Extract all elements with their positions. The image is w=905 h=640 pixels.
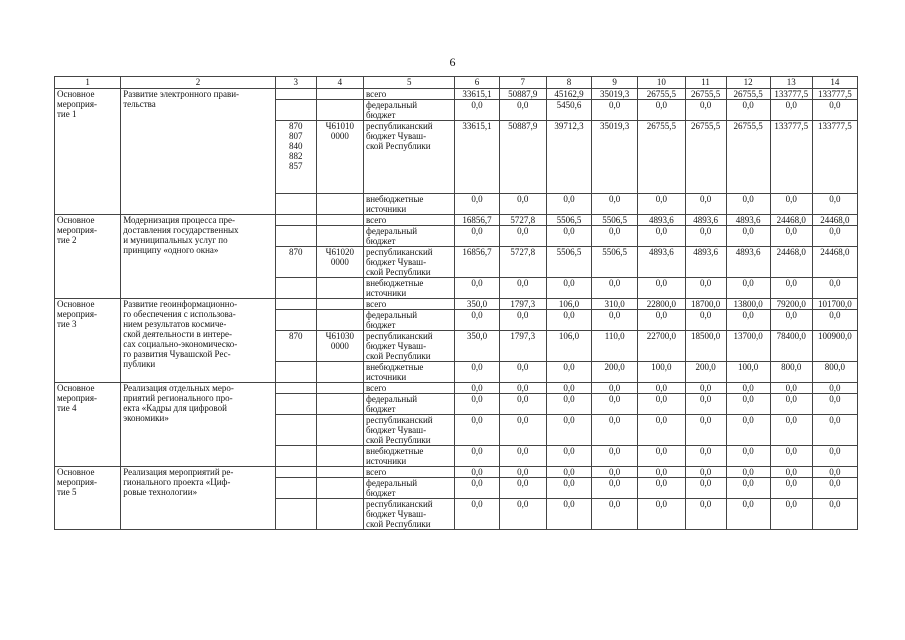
value-cell: 0,0 (499, 310, 546, 331)
funding-source-cell: всего (363, 215, 454, 226)
value-cell: 350,0 (455, 299, 499, 310)
target-code-cell (316, 446, 363, 467)
value-cell: 0,0 (499, 415, 546, 446)
value-cell: 101700,0 (812, 299, 857, 310)
funding-source-cell: внебюджетные источники (363, 446, 454, 467)
code-cell (275, 100, 316, 121)
value-cell: 50887,9 (499, 89, 546, 100)
value-cell: 0,0 (685, 278, 726, 299)
value-cell: 200,0 (592, 362, 638, 383)
value-cell: 18500,0 (685, 331, 726, 362)
target-code-cell (316, 467, 363, 478)
header-cell: 3 (275, 77, 316, 89)
value-cell: 5506,5 (592, 247, 638, 278)
value-cell: 0,0 (685, 446, 726, 467)
value-cell: 0,0 (770, 278, 812, 299)
value-cell: 0,0 (812, 415, 857, 446)
funding-source-cell: федеральный бюджет (363, 226, 454, 247)
table-row (55, 215, 858, 226)
header-cell: 13 (770, 77, 812, 89)
value-cell: 5506,5 (592, 215, 638, 226)
code-cell (275, 394, 316, 415)
table-row (55, 467, 858, 478)
value-cell: 0,0 (499, 446, 546, 467)
target-code-cell (316, 478, 363, 499)
value-cell: 5450,6 (546, 100, 591, 121)
code-cell (275, 89, 316, 100)
value-cell: 0,0 (770, 310, 812, 331)
funding-source-cell: республиканский бюджет Чуваш- ской Республики (363, 121, 454, 194)
table-row (55, 89, 858, 100)
value-cell: 0,0 (726, 278, 770, 299)
value-cell: 350,0 (455, 331, 499, 362)
value-cell: 0,0 (455, 467, 499, 478)
funding-source-cell: всего (363, 383, 454, 394)
value-cell: 26755,5 (638, 89, 685, 100)
value-cell: 0,0 (685, 383, 726, 394)
funding-source-cell: республиканский бюджет Чуваш- ской Республики (363, 499, 454, 530)
value-cell: 0,0 (455, 310, 499, 331)
value-cell: 0,0 (455, 394, 499, 415)
value-cell: 24468,0 (812, 215, 857, 226)
activity-cell: Основное мероприя- тие 4 (55, 383, 121, 467)
value-cell: 0,0 (812, 100, 857, 121)
value-cell: 0,0 (592, 467, 638, 478)
value-cell: 106,0 (546, 331, 591, 362)
value-cell: 16856,7 (455, 247, 499, 278)
value-cell: 0,0 (592, 278, 638, 299)
description-cell: Реализация мероприятий ре- гионального проекта «Циф- ровые технологии» (121, 467, 276, 530)
value-cell: 26755,5 (726, 89, 770, 100)
code-cell (275, 415, 316, 446)
value-cell: 0,0 (726, 226, 770, 247)
value-cell: 0,0 (546, 194, 591, 215)
value-cell: 0,0 (685, 467, 726, 478)
value-cell: 0,0 (770, 100, 812, 121)
value-cell: 35019,3 (592, 89, 638, 100)
value-cell: 0,0 (685, 394, 726, 415)
value-cell: 0,0 (546, 383, 591, 394)
code-cell (275, 299, 316, 310)
value-cell: 39712,3 (546, 121, 591, 194)
value-cell: 4893,6 (726, 247, 770, 278)
header-cell: 9 (592, 77, 638, 89)
value-cell: 0,0 (546, 362, 591, 383)
target-code-cell (316, 278, 363, 299)
description-cell: Модернизация процесса пре- доставления государственных и муниципальных услуг по принципу «одного окна» (121, 215, 276, 299)
target-code-cell (316, 362, 363, 383)
value-cell: 0,0 (455, 100, 499, 121)
value-cell: 0,0 (638, 194, 685, 215)
header-cell: 6 (455, 77, 499, 89)
value-cell: 26755,5 (638, 121, 685, 194)
value-cell: 106,0 (546, 299, 591, 310)
value-cell: 0,0 (455, 226, 499, 247)
header-cell: 5 (363, 77, 454, 89)
value-cell: 26755,5 (685, 121, 726, 194)
value-cell: 0,0 (592, 499, 638, 530)
value-cell: 79200,0 (770, 299, 812, 310)
value-cell: 0,0 (812, 478, 857, 499)
value-cell: 35019,3 (592, 121, 638, 194)
value-cell: 0,0 (638, 310, 685, 331)
value-cell: 0,0 (812, 467, 857, 478)
value-cell: 13800,0 (726, 299, 770, 310)
code-cell (275, 478, 316, 499)
value-cell: 0,0 (638, 278, 685, 299)
value-cell: 0,0 (726, 467, 770, 478)
value-cell: 0,0 (685, 499, 726, 530)
value-cell: 5506,5 (546, 247, 591, 278)
value-cell: 5727,8 (499, 247, 546, 278)
value-cell: 0,0 (812, 226, 857, 247)
activity-cell: Основное мероприя- тие 1 (55, 89, 121, 215)
value-cell: 0,0 (812, 278, 857, 299)
value-cell: 0,0 (592, 226, 638, 247)
value-cell: 0,0 (638, 383, 685, 394)
value-cell: 0,0 (592, 383, 638, 394)
value-cell: 0,0 (499, 226, 546, 247)
value-cell: 22800,0 (638, 299, 685, 310)
header-cell: 14 (812, 77, 857, 89)
code-cell (275, 226, 316, 247)
target-code-cell: Ч61010 0000 (316, 121, 363, 194)
code-cell (275, 194, 316, 215)
value-cell: 0,0 (770, 446, 812, 467)
value-cell: 0,0 (455, 362, 499, 383)
value-cell: 0,0 (546, 478, 591, 499)
code-cell (275, 215, 316, 226)
value-cell: 0,0 (685, 478, 726, 499)
value-cell: 0,0 (546, 446, 591, 467)
value-cell: 0,0 (770, 467, 812, 478)
value-cell: 0,0 (812, 499, 857, 530)
value-cell: 13700,0 (726, 331, 770, 362)
value-cell: 0,0 (638, 446, 685, 467)
table-row (55, 383, 858, 394)
value-cell: 0,0 (455, 415, 499, 446)
value-cell: 100900,0 (812, 331, 857, 362)
table-row (55, 299, 858, 310)
value-cell: 0,0 (726, 310, 770, 331)
value-cell: 310,0 (592, 299, 638, 310)
funding-source-cell: республиканский бюджет Чуваш- ской Республики (363, 247, 454, 278)
value-cell: 0,0 (770, 415, 812, 446)
code-cell (275, 310, 316, 331)
header-cell: 8 (546, 77, 591, 89)
target-code-cell (316, 383, 363, 394)
value-cell: 0,0 (638, 467, 685, 478)
value-cell: 0,0 (726, 415, 770, 446)
value-cell: 0,0 (770, 194, 812, 215)
value-cell: 0,0 (592, 194, 638, 215)
value-cell: 0,0 (455, 446, 499, 467)
value-cell: 4893,6 (638, 247, 685, 278)
value-cell: 0,0 (499, 467, 546, 478)
value-cell: 0,0 (726, 478, 770, 499)
target-code-cell (316, 415, 363, 446)
value-cell: 18700,0 (685, 299, 726, 310)
value-cell: 133777,5 (770, 121, 812, 194)
target-code-cell (316, 299, 363, 310)
funding-source-cell: федеральный бюджет (363, 310, 454, 331)
value-cell: 0,0 (499, 362, 546, 383)
value-cell: 4893,6 (685, 247, 726, 278)
value-cell: 33615,1 (455, 121, 499, 194)
activity-cell: Основное мероприя- тие 3 (55, 299, 121, 383)
value-cell: 0,0 (726, 499, 770, 530)
value-cell: 4893,6 (638, 215, 685, 226)
value-cell: 0,0 (546, 467, 591, 478)
target-code-cell (316, 215, 363, 226)
value-cell: 0,0 (770, 394, 812, 415)
value-cell: 133777,5 (770, 89, 812, 100)
code-cell (275, 499, 316, 530)
value-cell: 200,0 (685, 362, 726, 383)
value-cell: 0,0 (726, 394, 770, 415)
value-cell: 0,0 (546, 499, 591, 530)
header-cell: 12 (726, 77, 770, 89)
value-cell: 0,0 (546, 226, 591, 247)
budget-table (54, 76, 858, 530)
value-cell: 0,0 (455, 499, 499, 530)
funding-source-cell: федеральный бюджет (363, 478, 454, 499)
value-cell: 0,0 (726, 383, 770, 394)
page-number: 6 (449, 55, 456, 69)
value-cell: 0,0 (499, 394, 546, 415)
header-cell: 2 (121, 77, 276, 89)
header-cell: 10 (638, 77, 685, 89)
value-cell: 0,0 (638, 478, 685, 499)
value-cell: 800,0 (812, 362, 857, 383)
value-cell: 0,0 (638, 100, 685, 121)
funding-source-cell: всего (363, 89, 454, 100)
value-cell: 0,0 (592, 478, 638, 499)
column-number-row (55, 77, 858, 89)
value-cell: 4893,6 (685, 215, 726, 226)
code-cell (275, 278, 316, 299)
value-cell: 1797,3 (499, 299, 546, 310)
funding-source-cell: республиканский бюджет Чуваш- ской Республики (363, 415, 454, 446)
value-cell: 0,0 (726, 194, 770, 215)
value-cell: 0,0 (455, 194, 499, 215)
value-cell: 0,0 (499, 478, 546, 499)
target-code-cell: Ч61030 0000 (316, 331, 363, 362)
value-cell: 0,0 (592, 415, 638, 446)
value-cell: 24468,0 (770, 247, 812, 278)
funding-source-cell: всего (363, 467, 454, 478)
header-cell: 7 (499, 77, 546, 89)
target-code-cell (316, 499, 363, 530)
description-cell: Развитие электронного прави- тельства (121, 89, 276, 215)
value-cell: 100,0 (726, 362, 770, 383)
value-cell: 0,0 (546, 310, 591, 331)
value-cell: 0,0 (685, 100, 726, 121)
value-cell: 0,0 (638, 415, 685, 446)
value-cell: 0,0 (726, 100, 770, 121)
activity-cell: Основное мероприя- тие 2 (55, 215, 121, 299)
value-cell: 24468,0 (812, 247, 857, 278)
value-cell: 0,0 (592, 310, 638, 331)
target-code-cell (316, 100, 363, 121)
value-cell: 26755,5 (685, 89, 726, 100)
funding-source-cell: федеральный бюджет (363, 100, 454, 121)
value-cell: 0,0 (455, 278, 499, 299)
value-cell: 22700,0 (638, 331, 685, 362)
value-cell: 800,0 (770, 362, 812, 383)
value-cell: 0,0 (546, 278, 591, 299)
value-cell: 4893,6 (726, 215, 770, 226)
value-cell: 0,0 (638, 394, 685, 415)
description-cell: Развитие геоинформационно- го обеспечения с использова- нием результатов космиче- ской деятельности в интере- сах социально-экономическо- го развития Чувашской Рес- публики (121, 299, 276, 383)
value-cell: 0,0 (455, 383, 499, 394)
header-cell: 4 (316, 77, 363, 89)
target-code-cell (316, 194, 363, 215)
value-cell: 45162,9 (546, 89, 591, 100)
target-code-cell (316, 310, 363, 331)
code-cell (275, 362, 316, 383)
code-cell: 870 (275, 331, 316, 362)
value-cell: 0,0 (685, 310, 726, 331)
target-code-cell (316, 226, 363, 247)
value-cell: 0,0 (499, 499, 546, 530)
code-cell: 870 807 840 882 857 (275, 121, 316, 194)
description-cell: Реализация отдельных меро- приятий регионального про- екта «Кадры для цифровой экономики» (121, 383, 276, 467)
value-cell: 0,0 (812, 383, 857, 394)
value-cell: 0,0 (685, 415, 726, 446)
value-cell: 50887,9 (499, 121, 546, 194)
funding-source-cell: федеральный бюджет (363, 394, 454, 415)
value-cell: 0,0 (592, 446, 638, 467)
code-cell (275, 467, 316, 478)
value-cell: 26755,5 (726, 121, 770, 194)
value-cell: 0,0 (592, 394, 638, 415)
value-cell: 24468,0 (770, 215, 812, 226)
value-cell: 0,0 (592, 100, 638, 121)
funding-source-cell: внебюджетные источники (363, 362, 454, 383)
funding-source-cell: всего (363, 299, 454, 310)
value-cell: 0,0 (638, 226, 685, 247)
value-cell: 0,0 (499, 278, 546, 299)
value-cell: 0,0 (770, 383, 812, 394)
code-cell: 870 (275, 247, 316, 278)
value-cell: 5506,5 (546, 215, 591, 226)
value-cell: 33615,1 (455, 89, 499, 100)
code-cell (275, 446, 316, 467)
value-cell: 0,0 (455, 478, 499, 499)
value-cell: 0,0 (812, 446, 857, 467)
value-cell: 0,0 (770, 499, 812, 530)
value-cell: 110,0 (592, 331, 638, 362)
activity-cell: Основное мероприя- тие 5 (55, 467, 121, 530)
value-cell: 0,0 (499, 383, 546, 394)
code-cell (275, 383, 316, 394)
value-cell: 0,0 (685, 226, 726, 247)
header-cell: 1 (55, 77, 121, 89)
value-cell: 100,0 (638, 362, 685, 383)
value-cell: 78400,0 (770, 331, 812, 362)
value-cell: 5727,8 (499, 215, 546, 226)
funding-source-cell: внебюджетные источники (363, 194, 454, 215)
value-cell: 0,0 (812, 194, 857, 215)
value-cell: 133777,5 (812, 121, 857, 194)
value-cell: 0,0 (499, 194, 546, 215)
value-cell: 0,0 (546, 415, 591, 446)
funding-source-cell: республиканский бюджет Чуваш- ской Республики (363, 331, 454, 362)
target-code-cell: Ч61020 0000 (316, 247, 363, 278)
value-cell: 0,0 (770, 478, 812, 499)
value-cell: 16856,7 (455, 215, 499, 226)
value-cell: 0,0 (546, 394, 591, 415)
target-code-cell (316, 394, 363, 415)
value-cell: 0,0 (812, 310, 857, 331)
value-cell: 0,0 (638, 499, 685, 530)
table-body (55, 89, 858, 530)
header-cell: 11 (685, 77, 726, 89)
value-cell: 0,0 (770, 226, 812, 247)
value-cell: 0,0 (812, 394, 857, 415)
value-cell: 0,0 (685, 194, 726, 215)
value-cell: 133777,5 (812, 89, 857, 100)
value-cell: 0,0 (726, 446, 770, 467)
value-cell: 1797,3 (499, 331, 546, 362)
value-cell: 0,0 (499, 100, 546, 121)
funding-source-cell: внебюджетные источники (363, 278, 454, 299)
target-code-cell (316, 89, 363, 100)
